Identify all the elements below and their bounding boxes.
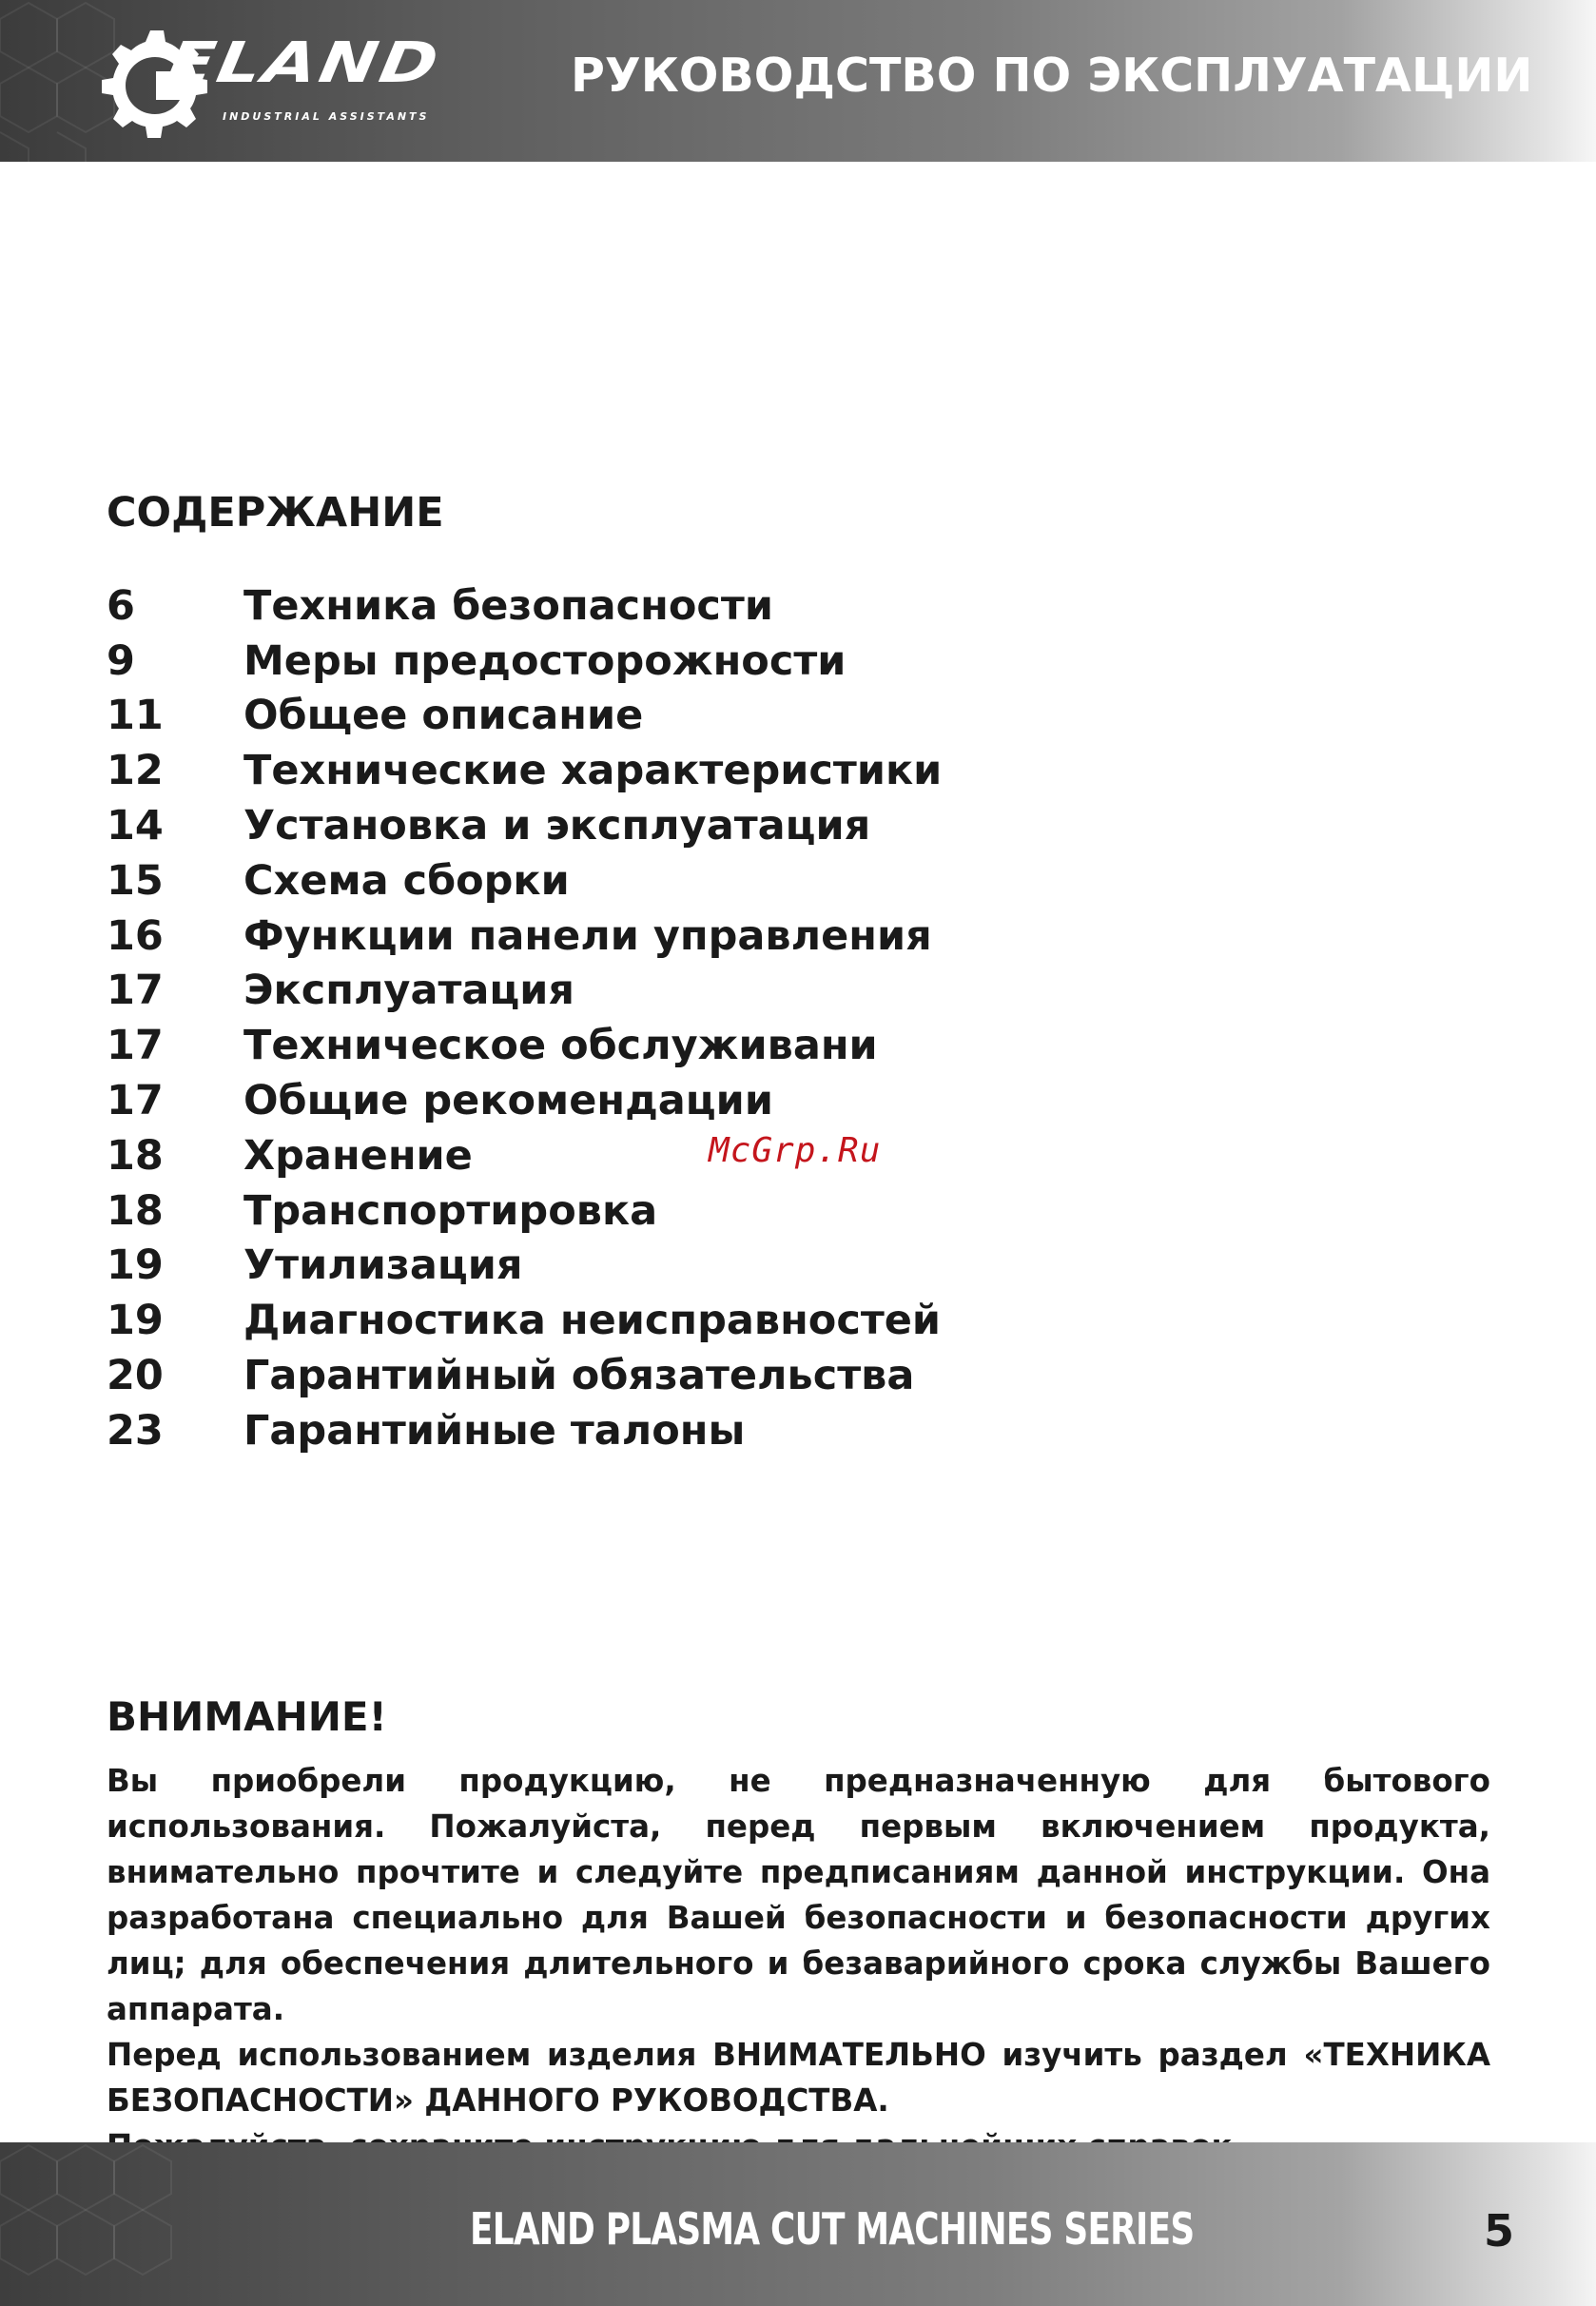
toc-heading: СОДЕРЖАНИЕ xyxy=(107,489,444,537)
toc-item xyxy=(107,578,942,634)
toc-item-page: 17 xyxy=(107,1077,164,1125)
toc-item xyxy=(107,689,942,744)
toc-item-page: 15 xyxy=(107,856,164,905)
page-header xyxy=(0,0,1596,162)
toc-item-title: Техническое обслуживани xyxy=(243,1022,878,1070)
toc-item-title: Техника безопасности xyxy=(243,581,773,630)
toc-item-title: Эксплуатация xyxy=(243,967,575,1015)
attention-notice xyxy=(107,1758,1490,2169)
toc-item-title: Транспортировка xyxy=(243,1186,658,1235)
toc-item-title: Гарантийные талоны xyxy=(243,1406,746,1455)
footer-series-title: ELAND PLASMA CUT MACHINES SERIES xyxy=(470,2203,1195,2255)
toc-item-title: Гарантийный обязательства xyxy=(243,1352,915,1400)
toc-item-title: Установка и эксплуатация xyxy=(243,802,871,850)
page-number: 5 xyxy=(1484,2205,1515,2257)
toc-item xyxy=(107,1239,942,1294)
toc-item-title: Хранение xyxy=(243,1131,473,1180)
toc-item-page: 9 xyxy=(107,636,135,685)
toc-item-page: 17 xyxy=(107,1022,164,1070)
toc-item xyxy=(107,853,942,909)
toc-item xyxy=(107,1348,942,1403)
toc-item-title: Схема сборки xyxy=(243,856,570,905)
toc-item-page: 19 xyxy=(107,1241,164,1290)
toc-item-title: Диагностика неисправностей xyxy=(243,1297,942,1345)
notice-paragraph: Вы приобрели продукцию, не предназначенную для бытового использования. Пожалуйста, перед первым включением продукта, внимательно прочтите и следуйте предписаниям данной инструкции. Она разработана специально для Вашей безопасности и безопасности других лиц; для обеспечения длительного и безаварийного срока службы Вашего аппарата. xyxy=(107,1763,1490,2027)
table-of-contents xyxy=(107,578,942,1458)
toc-item-page: 12 xyxy=(107,747,164,795)
page-footer xyxy=(0,2142,1596,2306)
toc-item-page: 20 xyxy=(107,1352,164,1400)
toc-item-page: 17 xyxy=(107,967,164,1015)
toc-item xyxy=(107,1183,942,1239)
page-title: РУКОВОДСТВО ПО ЭКСПЛУАТАЦИИ xyxy=(571,49,1533,103)
toc-item-page: 18 xyxy=(107,1131,164,1180)
toc-item-page: 11 xyxy=(107,692,164,740)
toc-item-title: Меры предосторожности xyxy=(243,636,847,685)
toc-item xyxy=(107,909,942,964)
toc-item-title: Функции панели управления xyxy=(243,911,932,960)
toc-item-title: Утилизация xyxy=(243,1241,523,1290)
toc-item xyxy=(107,634,942,689)
toc-item xyxy=(107,743,942,798)
eland-logo xyxy=(95,21,495,141)
watermark: McGrp.Ru xyxy=(709,1131,882,1170)
toc-item-title: Общие рекомендации xyxy=(243,1077,773,1125)
toc-item xyxy=(107,1018,942,1073)
toc-item-page: 16 xyxy=(107,911,164,960)
toc-item xyxy=(107,798,942,853)
toc-item-page: 19 xyxy=(107,1297,164,1345)
toc-item-page: 18 xyxy=(107,1186,164,1235)
toc-item xyxy=(107,1073,942,1128)
toc-item-page: 14 xyxy=(107,802,164,850)
brand-tagline: INDUSTRIAL ASSISTANTS xyxy=(223,110,430,123)
toc-item-page: 6 xyxy=(107,581,135,630)
toc-item-page: 23 xyxy=(107,1406,164,1455)
attention-heading: ВНИМАНИЕ! xyxy=(107,1693,387,1740)
toc-item xyxy=(107,1403,942,1458)
toc-item-title: Технические характеристики xyxy=(243,747,943,795)
toc-item xyxy=(107,964,942,1019)
toc-item-title: Общее описание xyxy=(243,692,644,740)
notice-paragraph: Перед использованием изделия ВНИМАТЕЛЬНО изучить раздел «ТЕХНИКА БЕЗОПАСНОСТИ» ДАННОГО РУКОВОДСТВА. xyxy=(107,2037,1490,2119)
toc-item xyxy=(107,1293,942,1348)
brand-wordmark: ELAND xyxy=(162,29,446,95)
